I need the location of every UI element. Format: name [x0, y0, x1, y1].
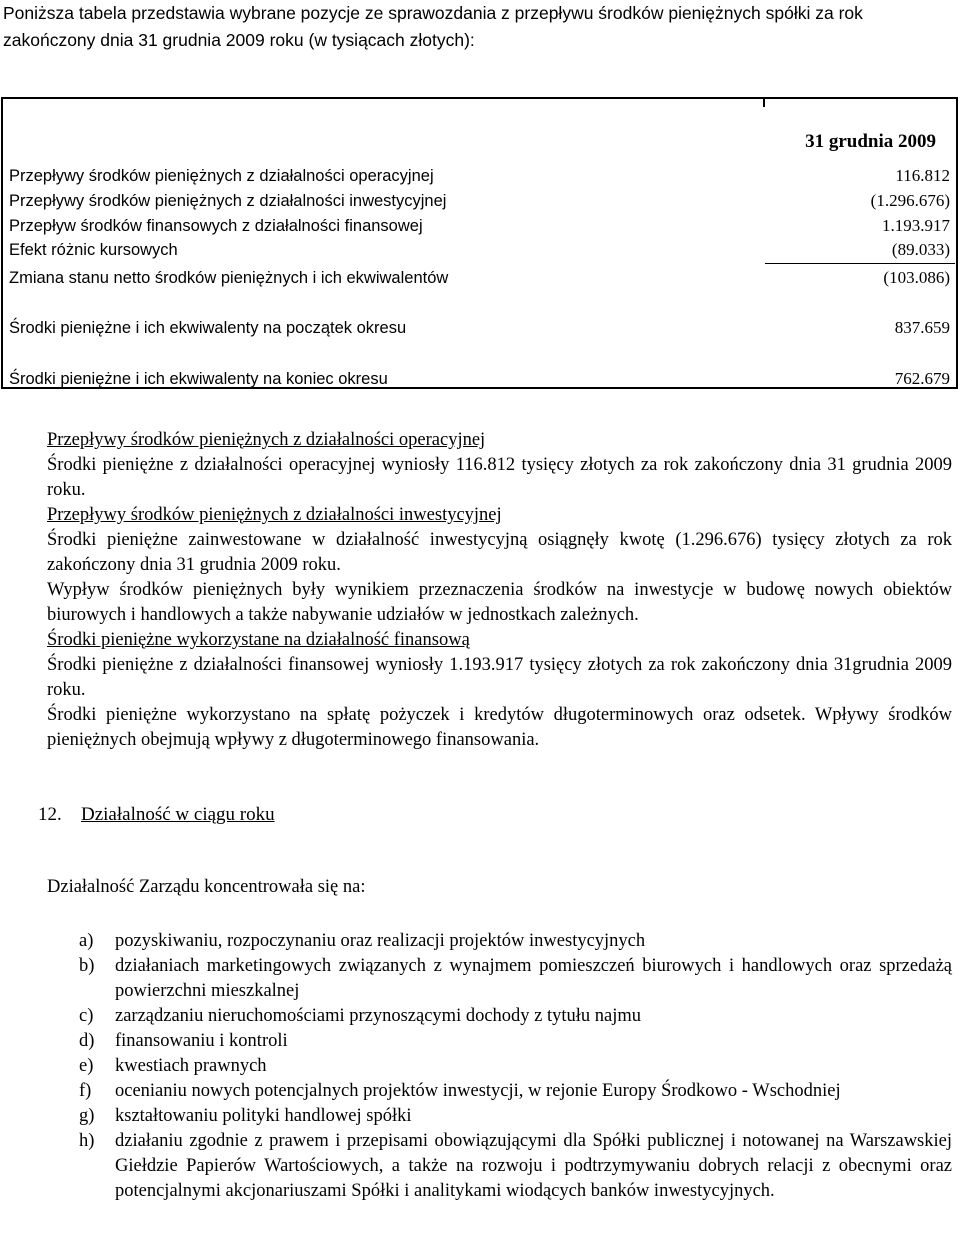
list-item: [47, 1029, 952, 1054]
table-row: [9, 267, 950, 289]
list-marker: e): [79, 1056, 94, 1076]
list-item: [47, 1004, 952, 1029]
row-value: 116.812: [895, 166, 950, 185]
list-marker: b): [79, 956, 95, 976]
row-value: 837.659: [894, 318, 950, 337]
list-item-text: działaniu zgodnie z prawem i przepisami obowiązującymi dla Spółki publicznej i notowanej na Warszawskiej Giełdzie Papierów Wartościowych, a także na rozwoju i podtrzymywaniu dobrych relacji z obecnymi oraz potencjalnymi akcjonariuszami Spółki i analitykami wiodących banków inwestycyjnych.: [115, 1131, 952, 1201]
section-title: Działalność w ciągu roku: [81, 804, 275, 825]
activities-list: [47, 929, 952, 1204]
table-row: [9, 215, 950, 237]
row-value: 1.193.917: [882, 216, 950, 235]
paragraph: Środki pieniężne z działalności finansowej wyniosły 1.193.917 tysięcy złotych za rok zakończony dnia 31grudnia 2009 roku.: [47, 655, 952, 700]
paragraph: Środki pieniężne z działalności operacyjnej wyniosły 116.812 tysięcy złotych za rok zakończony dnia 31 grudnia 2009 roku.: [47, 455, 952, 500]
table-column-header: 31 grudnia 2009: [805, 131, 936, 152]
list-item: [47, 1079, 952, 1104]
table-row: [9, 165, 950, 187]
subheading-operating: Przepływy środków pieniężnych z działalności operacyjnej: [47, 430, 486, 450]
table-row: [9, 190, 950, 212]
table-row: [9, 317, 950, 339]
row-label: Środki pieniężne i ich ekwiwalenty na koniec okresu: [9, 370, 388, 388]
row-value: (103.086): [883, 268, 950, 287]
list-marker: f): [79, 1081, 92, 1101]
list-item-text: zarządzaniu nieruchomościami przynoszącymi dochody z tytułu najmu: [115, 1006, 642, 1026]
row-label: Przepływ środków finansowych z działalności finansowej: [9, 217, 423, 235]
list-item-text: ocenianiu nowych potencjalnych projektów inwestycji, w rejonie Europy Środkowo - Wschodniej: [115, 1081, 841, 1101]
paragraph: Środki pieniężne wykorzystano na spłatę pożyczek i kredytów długoterminowych oraz odsetek. Wpływy środków pieniężnych obejmują wpływy z długoterminowego finansowania.: [47, 705, 952, 750]
list-marker: g): [79, 1106, 95, 1126]
section-number: 12.: [38, 804, 62, 825]
row-label: Zmiana stanu netto środków pieniężnych i ich ekwiwalentów: [9, 269, 449, 287]
paragraph: Wypływ środków pieniężnych były wynikiem przeznaczenia środków na inwestycje w budowę nowych obiektów biurowych i handlowych a także nabywanie udziałów w jednostkach zależnych.: [47, 580, 952, 625]
row-label: Efekt różnic kursowych: [9, 241, 178, 259]
list-item-text: kwestiach prawnych: [115, 1056, 267, 1076]
table-row: [9, 368, 950, 390]
paragraph: Środki pieniężne zainwestowane w działalność inwestycyjną osiągnęły kwotę (1.296.676) tysięcy złotych za rok zakończony dnia 31 grudnia 2009 roku.: [47, 530, 952, 575]
subheading-financing: Środki pieniężne wykorzystane na działalność finansową: [47, 630, 470, 650]
list-item: [47, 1129, 952, 1204]
list-marker: c): [79, 1006, 94, 1026]
list-item: [47, 1104, 952, 1129]
list-item-text: kształtowaniu polityki handlowej spółki: [115, 1106, 412, 1126]
list-marker: a): [79, 931, 94, 951]
row-value: 762.679: [894, 369, 950, 388]
list-marker: h): [79, 1131, 95, 1151]
table-divider: [763, 99, 765, 107]
list-item-text: finansowaniu i kontroli: [115, 1031, 288, 1051]
list-item: [47, 929, 952, 954]
row-label: Przepływy środków pieniężnych z działalności operacyjnej: [9, 167, 434, 185]
row-label: Przepływy środków pieniężnych z działalności inwestycyjnej: [9, 192, 447, 210]
list-marker: d): [79, 1031, 95, 1051]
list-lead: Działalność Zarządu koncentrowała się na:: [47, 877, 366, 897]
list-item-text: pozyskiwaniu, rozpoczynaniu oraz realizacji projektów inwestycyjnych: [115, 931, 646, 951]
list-item: [47, 954, 952, 1004]
subheading-investing: Przepływy środków pieniężnych z działalności inwestycyjnej: [47, 505, 502, 525]
table-row: [9, 239, 950, 261]
list-item: [47, 1054, 952, 1079]
row-value: (89.033): [891, 240, 950, 259]
row-label: Środki pieniężne i ich ekwiwalenty na początek okresu: [9, 319, 407, 337]
list-item-text: działaniach marketingowych związanych z wynajmem pomieszczeń biurowych i handlowych oraz sprzedażą powierzchni mieszkalnej: [115, 956, 952, 1001]
subtotal-line: [765, 263, 955, 264]
row-value: (1.296.676): [870, 191, 950, 210]
intro-paragraph: Poniższa tabela przedstawia wybrane pozycje ze sprawozdania z przepływu środków pieniężnych spółki za rok zakończony dnia 31 grudnia 2009 roku (w tysiącach złotych):: [3, 3, 863, 50]
cash-flow-table: [1, 97, 958, 389]
cash-flow-commentary: [47, 428, 952, 753]
